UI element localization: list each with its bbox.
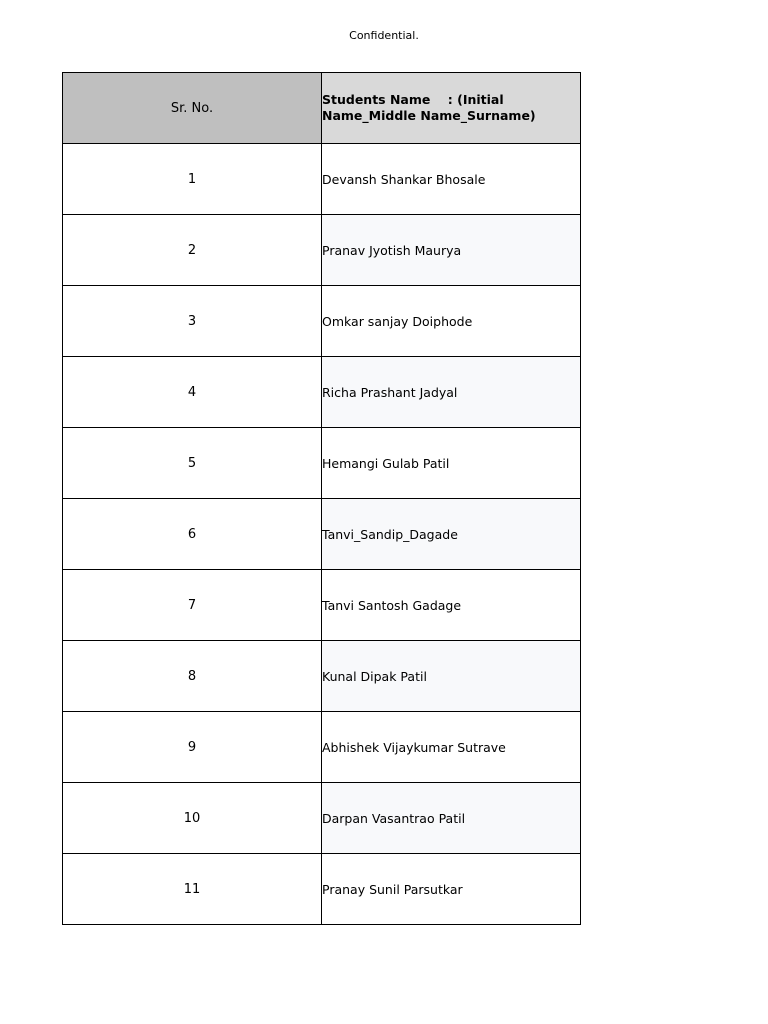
student-name-cell: Tanvi Santosh Gadage <box>322 570 581 641</box>
student-name-cell: Omkar sanjay Doiphode <box>322 286 581 357</box>
sr-no-cell: 7 <box>63 570 322 641</box>
student-name-cell: Richa Prashant Jadyal <box>322 357 581 428</box>
student-name-cell: Devansh Shankar Bhosale <box>322 144 581 215</box>
column-header-sr-no: Sr. No. <box>63 73 322 144</box>
sr-no-cell: 11 <box>63 854 322 925</box>
sr-no-cell: 8 <box>63 641 322 712</box>
table-row <box>63 499 581 570</box>
student-name-cell: Pranay Sunil Parsutkar <box>322 854 581 925</box>
student-name-cell: Pranav Jyotish Maurya <box>322 215 581 286</box>
sr-no-cell: 2 <box>63 215 322 286</box>
table-row <box>63 428 581 499</box>
table-row <box>63 215 581 286</box>
student-name-cell: Kunal Dipak Patil <box>322 641 581 712</box>
table-row <box>63 854 581 925</box>
confidential-label: Confidential. <box>349 29 419 42</box>
sr-no-cell: 4 <box>63 357 322 428</box>
table-row <box>63 286 581 357</box>
student-name-cell: Darpan Vasantrao Patil <box>322 783 581 854</box>
students-table <box>62 72 581 925</box>
sr-no-cell: 10 <box>63 783 322 854</box>
table-row <box>63 641 581 712</box>
sr-no-cell: 9 <box>63 712 322 783</box>
sr-no-cell: 3 <box>63 286 322 357</box>
table-row <box>63 570 581 641</box>
student-name-cell: Tanvi_Sandip_Dagade <box>322 499 581 570</box>
table-header-row <box>63 73 581 144</box>
sr-no-cell: 6 <box>63 499 322 570</box>
table-row <box>63 712 581 783</box>
sr-no-cell: 1 <box>63 144 322 215</box>
table-row <box>63 144 581 215</box>
student-name-cell: Abhishek Vijaykumar Sutrave <box>322 712 581 783</box>
table-row <box>63 357 581 428</box>
table-row <box>63 783 581 854</box>
column-header-student-name: Students Name : (Initial Name_Middle Name_Surname) <box>322 73 581 144</box>
sr-no-cell: 5 <box>63 428 322 499</box>
student-name-cell: Hemangi Gulab Patil <box>322 428 581 499</box>
